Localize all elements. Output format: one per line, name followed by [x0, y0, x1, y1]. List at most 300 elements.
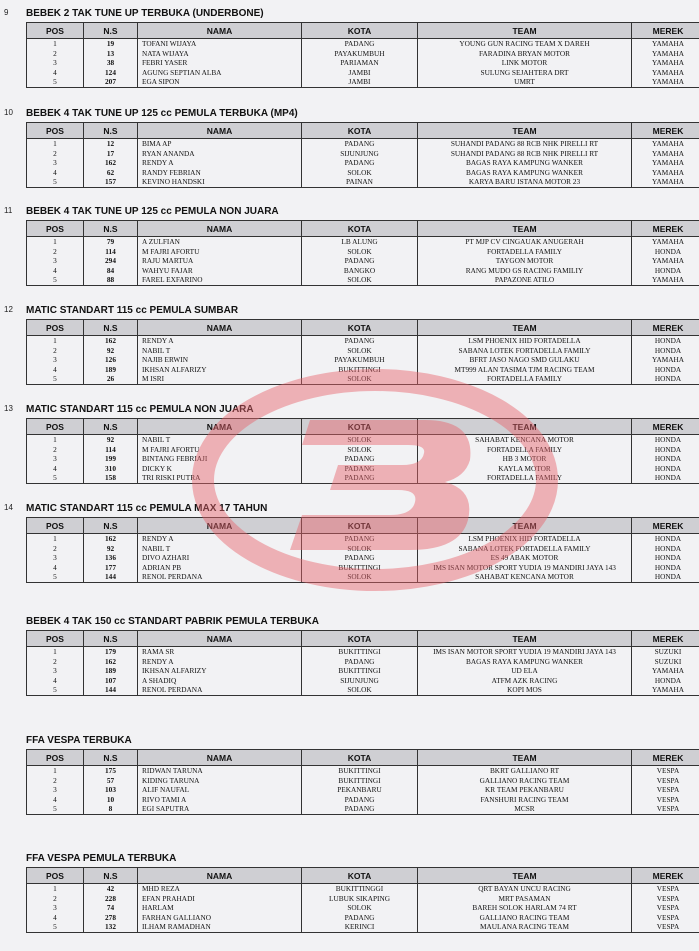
cell-nama: EFAN PRAHADI: [138, 894, 302, 904]
column-header-nama: NAMA: [138, 518, 302, 534]
result-section: [0, 735, 699, 814]
column-header-ns: N.S: [84, 123, 138, 139]
cell-kota: PADANG: [302, 534, 418, 544]
class-number: 12: [4, 305, 13, 314]
cell-pos: 1: [27, 647, 84, 657]
cell-merek: YAMAHA: [632, 177, 699, 187]
column-header-kota: KOTA: [302, 419, 418, 435]
cell-ns: 162: [84, 336, 138, 346]
cell-nama: RIVO TAMI A: [138, 795, 302, 805]
cell-kota: SOLOK: [302, 445, 418, 455]
cell-nama: NATA WIJAYA: [138, 49, 302, 59]
cell-nama: RAJU MARTUA: [138, 256, 302, 266]
cell-ns: 124: [84, 68, 138, 78]
cell-ns: 92: [84, 435, 138, 445]
cell-merek: VESPA: [632, 785, 699, 795]
cell-kota: BANGKO: [302, 266, 418, 276]
cell-merek: YAMAHA: [632, 39, 699, 49]
class-title: FFA VESPA PEMULA TERBUKA: [26, 853, 177, 864]
cell-merek: HONDA: [632, 676, 699, 686]
cell-nama: FAREL EXFARINO: [138, 275, 302, 285]
cell-pos: 4: [27, 168, 84, 178]
result-section: [0, 8, 699, 87]
column-header-kota: KOTA: [302, 868, 418, 884]
results-table: [26, 749, 699, 815]
cell-nama: EGA SIPON: [138, 77, 302, 87]
cell-merek: VESPA: [632, 894, 699, 904]
cell-team: UMRT: [418, 77, 632, 87]
table-row: [27, 336, 699, 346]
cell-team: MT999 ALAN TASIMA TJM RACING TEAM: [418, 365, 632, 375]
column-header-kota: KOTA: [302, 518, 418, 534]
cell-pos: 2: [27, 776, 84, 786]
cell-merek: YAMAHA: [632, 58, 699, 68]
cell-nama: KEVINO HANDSKI: [138, 177, 302, 187]
cell-merek: HONDA: [632, 572, 699, 582]
table-row: [27, 884, 699, 894]
cell-pos: 4: [27, 563, 84, 573]
cell-merek: YAMAHA: [632, 149, 699, 159]
table-row: [27, 49, 699, 59]
cell-nama: RENDY A: [138, 158, 302, 168]
cell-merek: HONDA: [632, 553, 699, 563]
class-title: BEBEK 2 TAK TUNE UP TERBUKA (UNDERBONE): [26, 8, 264, 19]
cell-team: BAGAS RAYA KAMPUNG WANKER: [418, 657, 632, 667]
cell-kota: PADANG: [302, 139, 418, 149]
cell-merek: VESPA: [632, 884, 699, 894]
cell-ns: 8: [84, 804, 138, 814]
results-table: [26, 220, 699, 286]
cell-kota: PADANG: [302, 657, 418, 667]
cell-ns: 228: [84, 894, 138, 904]
section-header: [0, 108, 699, 122]
column-header-merek: MEREK: [632, 868, 699, 884]
cell-kota: BUKITTINGI: [302, 776, 418, 786]
class-title: BEBEK 4 TAK 150 cc STANDART PABRIK PEMULA TERBUKA: [26, 616, 319, 627]
section-header: [0, 206, 699, 220]
class-title: MATIC STANDART 115 cc PEMULA SUMBAR: [26, 305, 239, 316]
table-row: [27, 256, 699, 266]
cell-merek: YAMAHA: [632, 275, 699, 285]
cell-pos: 4: [27, 676, 84, 686]
cell-nama: M ISRI: [138, 374, 302, 384]
result-section: [0, 853, 699, 932]
cell-nama: NABIL T: [138, 346, 302, 356]
cell-kota: SIJUNJUNG: [302, 149, 418, 159]
cell-nama: RANDY FEBRIAN: [138, 168, 302, 178]
cell-kota: PARIAMAN: [302, 58, 418, 68]
column-header-kota: KOTA: [302, 123, 418, 139]
cell-pos: 2: [27, 346, 84, 356]
cell-kota: PEKANBARU: [302, 785, 418, 795]
cell-ns: 26: [84, 374, 138, 384]
column-header-pos: POS: [27, 123, 84, 139]
column-header-merek: MEREK: [632, 750, 699, 766]
cell-merek: YAMAHA: [632, 77, 699, 87]
class-title: BEBEK 4 TAK TUNE UP 125 cc PEMULA TERBUKA (MP4): [26, 108, 298, 119]
cell-pos: 4: [27, 266, 84, 276]
cell-pos: 5: [27, 77, 84, 87]
table-row: [27, 275, 699, 285]
column-header-merek: MEREK: [632, 123, 699, 139]
column-header-kota: KOTA: [302, 320, 418, 336]
cell-team: FANSHURI RACING TEAM: [418, 795, 632, 805]
cell-nama: FARHAN GALLIANO: [138, 913, 302, 923]
cell-team: TAYGON MOTOR: [418, 256, 632, 266]
cell-kota: LB ALUNG: [302, 237, 418, 247]
cell-pos: 3: [27, 553, 84, 563]
cell-team: IMS ISAN MOTOR SPORT YUDIA 19 MANDIRI JAYA 143: [418, 647, 632, 657]
column-header-pos: POS: [27, 320, 84, 336]
cell-team: SAHABAT KENCANA MOTOR: [418, 572, 632, 582]
cell-merek: VESPA: [632, 795, 699, 805]
column-header-ns: N.S: [84, 868, 138, 884]
cell-team: SAHABAT KENCANA MOTOR: [418, 435, 632, 445]
table-row: [27, 922, 699, 932]
table-header-row: [27, 123, 699, 139]
cell-kota: JAMBI: [302, 68, 418, 78]
column-header-ns: N.S: [84, 221, 138, 237]
column-header-team: TEAM: [418, 868, 632, 884]
cell-kota: BUKITTINGI: [302, 666, 418, 676]
cell-kota: PAINAN: [302, 177, 418, 187]
cell-pos: 2: [27, 445, 84, 455]
class-title: MATIC STANDART 115 cc PEMULA NON JUARA: [26, 404, 254, 415]
cell-kota: PADANG: [302, 256, 418, 266]
cell-nama: RENDY A: [138, 534, 302, 544]
section-header: [0, 853, 699, 867]
column-header-nama: NAMA: [138, 631, 302, 647]
cell-merek: HONDA: [632, 365, 699, 375]
cell-merek: VESPA: [632, 903, 699, 913]
cell-merek: VESPA: [632, 776, 699, 786]
cell-ns: 157: [84, 177, 138, 187]
cell-team: QRT BAYAN UNCU RACING: [418, 884, 632, 894]
column-header-ns: N.S: [84, 23, 138, 39]
cell-pos: 3: [27, 785, 84, 795]
table-row: [27, 553, 699, 563]
cell-nama: IKHSAN ALFARIZY: [138, 666, 302, 676]
cell-nama: TRI RISKI PUTRA: [138, 473, 302, 483]
cell-pos: 5: [27, 374, 84, 384]
cell-ns: 12: [84, 139, 138, 149]
table-header-row: [27, 320, 699, 336]
cell-kota: BUKITTINGI: [302, 766, 418, 776]
column-header-merek: MEREK: [632, 419, 699, 435]
cell-ns: 189: [84, 365, 138, 375]
section-header: [0, 8, 699, 22]
cell-kota: SOLOK: [302, 168, 418, 178]
cell-pos: 3: [27, 58, 84, 68]
column-header-team: TEAM: [418, 631, 632, 647]
cell-team: ATFM AZK RACING: [418, 676, 632, 686]
cell-pos: 5: [27, 685, 84, 695]
cell-nama: RENDY A: [138, 657, 302, 667]
table-row: [27, 685, 699, 695]
cell-ns: 114: [84, 247, 138, 257]
table-row: [27, 374, 699, 384]
cell-merek: HONDA: [632, 464, 699, 474]
cell-ns: 10: [84, 795, 138, 805]
cell-kota: SOLOK: [302, 435, 418, 445]
table-row: [27, 168, 699, 178]
cell-ns: 294: [84, 256, 138, 266]
cell-ns: 74: [84, 903, 138, 913]
table-row: [27, 237, 699, 247]
results-table: [26, 122, 699, 188]
cell-pos: 5: [27, 572, 84, 582]
cell-pos: 1: [27, 534, 84, 544]
table-header-row: [27, 868, 699, 884]
cell-merek: SUZUKI: [632, 657, 699, 667]
cell-ns: 175: [84, 766, 138, 776]
column-header-ns: N.S: [84, 419, 138, 435]
column-header-ns: N.S: [84, 320, 138, 336]
result-section: [0, 616, 699, 695]
cell-team: GALLIANO RACING TEAM: [418, 913, 632, 923]
cell-pos: 5: [27, 922, 84, 932]
column-header-team: TEAM: [418, 518, 632, 534]
cell-team: PAPAZONE ATILO: [418, 275, 632, 285]
class-number: 13: [4, 404, 13, 413]
table-row: [27, 464, 699, 474]
cell-pos: 3: [27, 158, 84, 168]
cell-team: BAGAS RAYA KAMPUNG WANKER: [418, 158, 632, 168]
cell-ns: 17: [84, 149, 138, 159]
cell-pos: 2: [27, 657, 84, 667]
cell-merek: YAMAHA: [632, 168, 699, 178]
cell-nama: DIVO AZHARI: [138, 553, 302, 563]
cell-kota: BUKITTINGI: [302, 647, 418, 657]
cell-pos: 1: [27, 884, 84, 894]
cell-nama: HARLAM: [138, 903, 302, 913]
table-row: [27, 177, 699, 187]
cell-ns: 136: [84, 553, 138, 563]
column-header-merek: MEREK: [632, 23, 699, 39]
cell-team: BKRT GALLIANO RT: [418, 766, 632, 776]
cell-kota: PADANG: [302, 795, 418, 805]
table-row: [27, 445, 699, 455]
cell-kota: PADANG: [302, 473, 418, 483]
cell-kota: SOLOK: [302, 903, 418, 913]
column-header-team: TEAM: [418, 23, 632, 39]
column-header-pos: POS: [27, 518, 84, 534]
class-number: 10: [4, 108, 13, 117]
cell-team: KR TEAM PEKANBARU: [418, 785, 632, 795]
cell-merek: HONDA: [632, 445, 699, 455]
cell-kota: PADANG: [302, 454, 418, 464]
cell-kota: PAYAKUMBUH: [302, 355, 418, 365]
cell-team: UD ELA: [418, 666, 632, 676]
cell-team: KARYA BARU ISTANA MOTOR 23: [418, 177, 632, 187]
cell-kota: SOLOK: [302, 275, 418, 285]
cell-merek: HONDA: [632, 454, 699, 464]
column-header-ns: N.S: [84, 750, 138, 766]
table-row: [27, 149, 699, 159]
table-row: [27, 58, 699, 68]
cell-nama: KIDING TARUNA: [138, 776, 302, 786]
table-row: [27, 435, 699, 445]
column-header-nama: NAMA: [138, 221, 302, 237]
table-row: [27, 77, 699, 87]
cell-nama: NAJIB ERWIN: [138, 355, 302, 365]
cell-team: KOPI MOS: [418, 685, 632, 695]
table-row: [27, 39, 699, 49]
cell-ns: 162: [84, 657, 138, 667]
cell-pos: 2: [27, 149, 84, 159]
table-row: [27, 139, 699, 149]
table-row: [27, 766, 699, 776]
cell-pos: 4: [27, 795, 84, 805]
cell-nama: EGI SAPUTRA: [138, 804, 302, 814]
cell-merek: VESPA: [632, 804, 699, 814]
cell-pos: 3: [27, 454, 84, 464]
cell-ns: 132: [84, 922, 138, 932]
cell-ns: 278: [84, 913, 138, 923]
cell-kota: BUKITTINGI: [302, 365, 418, 375]
column-header-nama: NAMA: [138, 123, 302, 139]
cell-pos: 5: [27, 804, 84, 814]
column-header-merek: MEREK: [632, 221, 699, 237]
table-header-row: [27, 23, 699, 39]
cell-merek: YAMAHA: [632, 256, 699, 266]
cell-kota: SOLOK: [302, 544, 418, 554]
cell-nama: WAHYU FAJAR: [138, 266, 302, 276]
table-row: [27, 534, 699, 544]
cell-pos: 3: [27, 666, 84, 676]
cell-team: MCSR: [418, 804, 632, 814]
cell-merek: YAMAHA: [632, 237, 699, 247]
table-header-row: [27, 750, 699, 766]
column-header-nama: NAMA: [138, 868, 302, 884]
cell-nama: RENOL PERDANA: [138, 572, 302, 582]
cell-nama: MHD REZA: [138, 884, 302, 894]
table-row: [27, 647, 699, 657]
column-header-merek: MEREK: [632, 320, 699, 336]
cell-kota: SIJUNJUNG: [302, 676, 418, 686]
cell-merek: YAMAHA: [632, 355, 699, 365]
cell-team: MAULANA RACING TEAM: [418, 922, 632, 932]
cell-team: SULUNG SEJAHTERA DRT: [418, 68, 632, 78]
cell-team: SABANA LOTEK FORTADELLA FAMILY: [418, 544, 632, 554]
cell-merek: HONDA: [632, 346, 699, 356]
result-section: [0, 206, 699, 285]
cell-merek: YAMAHA: [632, 666, 699, 676]
table-header-row: [27, 221, 699, 237]
results-table: [26, 319, 699, 385]
column-header-kota: KOTA: [302, 750, 418, 766]
cell-ns: 144: [84, 685, 138, 695]
column-header-merek: MEREK: [632, 631, 699, 647]
cell-nama: RIDWAN TARUNA: [138, 766, 302, 776]
cell-merek: HONDA: [632, 266, 699, 276]
cell-nama: ILHAM RAMADHAN: [138, 922, 302, 932]
cell-kota: SOLOK: [302, 346, 418, 356]
cell-ns: 42: [84, 884, 138, 894]
cell-kota: BUKITTINGI: [302, 563, 418, 573]
cell-nama: BINTANG FEBRIAJI: [138, 454, 302, 464]
cell-nama: RYAN ANANDA: [138, 149, 302, 159]
cell-pos: 1: [27, 39, 84, 49]
column-header-kota: KOTA: [302, 631, 418, 647]
cell-nama: BIMA AP: [138, 139, 302, 149]
column-header-pos: POS: [27, 868, 84, 884]
cell-kota: PADANG: [302, 913, 418, 923]
table-row: [27, 572, 699, 582]
cell-pos: 5: [27, 473, 84, 483]
table-row: [27, 563, 699, 573]
class-number: 14: [4, 503, 13, 512]
column-header-team: TEAM: [418, 419, 632, 435]
cell-merek: VESPA: [632, 913, 699, 923]
cell-pos: 2: [27, 49, 84, 59]
cell-pos: 1: [27, 237, 84, 247]
section-header: [0, 503, 699, 517]
cell-kota: JAMBI: [302, 77, 418, 87]
cell-ns: 57: [84, 776, 138, 786]
table-row: [27, 247, 699, 257]
cell-team: ES 49 ABAK MOTOR: [418, 553, 632, 563]
cell-team: LSM PHOENIX HID FORTADELLA: [418, 534, 632, 544]
table-header-row: [27, 419, 699, 435]
table-row: [27, 913, 699, 923]
cell-merek: HONDA: [632, 247, 699, 257]
result-section: [0, 108, 699, 187]
cell-ns: 19: [84, 39, 138, 49]
cell-nama: A ZULFIAN: [138, 237, 302, 247]
cell-merek: YAMAHA: [632, 68, 699, 78]
column-header-kota: KOTA: [302, 23, 418, 39]
cell-pos: 1: [27, 139, 84, 149]
cell-ns: 158: [84, 473, 138, 483]
cell-pos: 2: [27, 894, 84, 904]
cell-merek: HONDA: [632, 473, 699, 483]
cell-nama: IKHSAN ALFARIZY: [138, 365, 302, 375]
column-header-nama: NAMA: [138, 419, 302, 435]
cell-nama: A SHADIQ: [138, 676, 302, 686]
cell-kota: PAYAKUMBUH: [302, 49, 418, 59]
column-header-nama: NAMA: [138, 320, 302, 336]
cell-ns: 13: [84, 49, 138, 59]
table-header-row: [27, 518, 699, 534]
cell-nama: AGUNG SEPTIAN ALBA: [138, 68, 302, 78]
cell-kota: PADANG: [302, 39, 418, 49]
cell-pos: 5: [27, 275, 84, 285]
cell-pos: 4: [27, 68, 84, 78]
section-header: [0, 305, 699, 319]
cell-nama: NABIL T: [138, 544, 302, 554]
table-row: [27, 776, 699, 786]
table-row: [27, 355, 699, 365]
cell-merek: VESPA: [632, 922, 699, 932]
cell-merek: HONDA: [632, 534, 699, 544]
results-table: [26, 418, 699, 484]
cell-team: BAGAS RAYA KAMPUNG WANKER: [418, 168, 632, 178]
cell-pos: 4: [27, 464, 84, 474]
column-header-nama: NAMA: [138, 750, 302, 766]
cell-kota: PADANG: [302, 158, 418, 168]
cell-pos: 2: [27, 544, 84, 554]
cell-pos: 1: [27, 435, 84, 445]
table-row: [27, 544, 699, 554]
cell-pos: 3: [27, 903, 84, 913]
table-row: [27, 266, 699, 276]
table-row: [27, 894, 699, 904]
cell-nama: NABIL T: [138, 435, 302, 445]
cell-team: FORTADELLA FAMILY: [418, 247, 632, 257]
cell-merek: YAMAHA: [632, 49, 699, 59]
cell-merek: HONDA: [632, 336, 699, 346]
